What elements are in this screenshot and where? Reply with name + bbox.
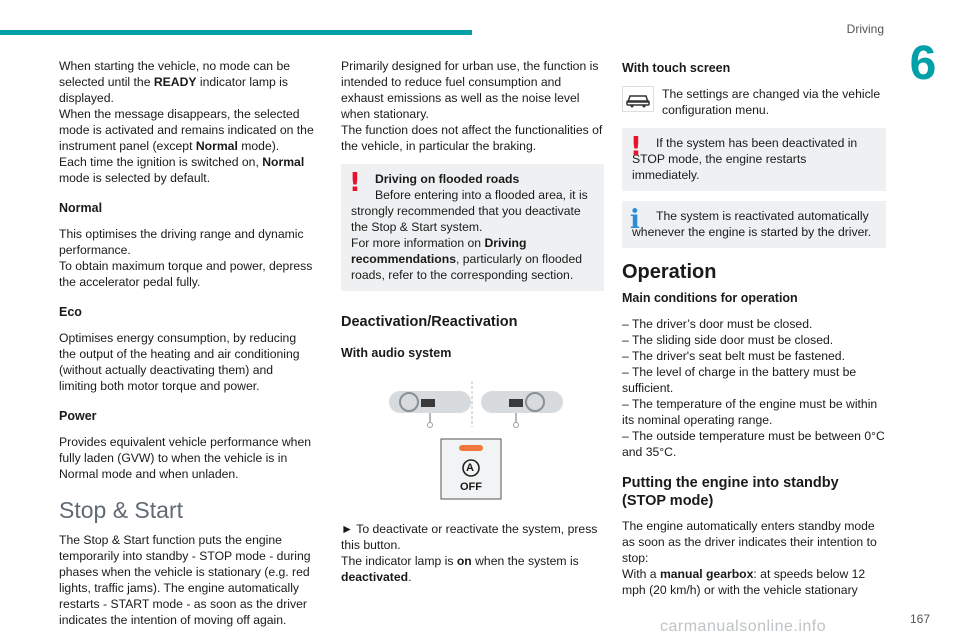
chapter-number: 6 [909,37,937,90]
conditions-list [622,316,886,460]
normal-text-2: To obtain maximum torque and power, depress the accelerator pedal fully. [59,259,313,289]
reactivation-info-text: The system is reactivated automatically whenever the engine is started by the driver. [632,209,872,239]
purpose-text: Primarily designed for urban use, the function is intended to reduce fuel consumption and exhaust emissions as well as the noise level when stationary. [341,59,599,121]
list-item: – The driver’s door must be closed. [622,317,813,331]
warning-icon: ! [630,132,642,162]
info-icon: i [630,205,640,235]
warning-text-1: Before entering into a flooded area, it is strongly recommended that you deactivate the Stop & Start system. [351,188,588,234]
power-heading: Power [59,409,97,423]
standby-text-1: The engine automatically enters standby mode as soon as the driver indicates their intention to stop: [622,519,877,565]
power-text: Provides equivalent vehicle performance when fully laden (GVW) to when the vehicle is in Normal mode and when unladen. [59,435,312,481]
list-item: – The temperature of the engine must be within its nominal operating range. [622,397,878,427]
touch-screen-heading: With touch screen [622,61,731,75]
standby-heading: Putting the engine into standby (STOP mode) [622,475,839,509]
list-item: – The sliding side door must be closed. [622,333,834,347]
braking-text: The function does not affect the functionalities of the vehicle, in particular the braking. [341,123,603,153]
touch-screen-text: The settings are changed via the vehicle configuration menu. [662,87,881,117]
warning-icon: ! [349,168,361,198]
header-accent-bar [0,30,472,35]
column-3 [622,58,886,602]
normal-heading: Normal [59,201,103,215]
list-item: – The outside temperature must be between 0°C and 35°C. [622,429,885,459]
eco-heading: Eco [59,305,82,319]
restart-warning-text: If the system has been deactivated in STOP mode, the engine restarts immediately. [632,136,858,182]
column-1 [59,58,314,632]
standby-text-2: With a manual gearbox: at speeds below 12 mph (20 km/h) or with the vehicle stationary [622,567,866,597]
conditions-heading: Main conditions for operation [622,291,798,305]
stop-start-button-illustration [341,371,604,511]
intro-paragraph-3: Each time the ignition is switched on, Normal mode is selected by default. [59,155,305,185]
page-number: 167 [909,612,930,626]
audio-system-heading: With audio system [341,346,452,360]
stop-start-text: The Stop & Start function puts the engine temporarily into standby - STOP mode - during phases when the vehicle is stationary (e.g. red lights, traffic jams). The engine automatically restarts - START mode - as soon as the driver indicates the intention of moving off again. [59,533,311,627]
operation-heading: Operation [622,261,717,283]
deactivate-step: ► To deactivate or reactivate the system, press this button. [341,522,598,552]
watermark: carmanualsonline.info [660,618,827,635]
warning-title: Driving on flooded roads [375,172,520,186]
deactivation-heading: Deactivation/Reactivation [341,314,518,330]
section-title: Driving [846,22,884,36]
indicator-lamp-text: The indicator lamp is on when the system is deactivated. [341,554,579,584]
button-letter: A [466,462,474,474]
restart-warning-box [622,128,886,191]
list-item: – The driver's seat belt must be fastened. [622,349,845,363]
intro-paragraph-1: When starting the vehicle, no mode can be selected until the READY indicator lamp is displayed. [59,59,291,105]
touch-screen-note [622,86,886,118]
button-off-label: OFF [460,481,482,493]
eco-text: Optimises energy consumption, by reducing the output of the heating and air conditioning (without actually deactivating them) and limiting both motor torque and power. [59,331,300,393]
column-2 [341,58,604,589]
warning-text-2: For more information on Driving recommendations, particularly on flooded roads, refer to the corresponding section. [351,236,582,282]
flooded-warning-box [341,164,604,291]
car-settings-icon [622,86,654,112]
stop-start-heading: Stop & Start [59,497,184,523]
intro-paragraph-2: When the message disappears, the selected mode is activated and remains indicated on the instrument panel (except Normal mode). [59,107,314,153]
normal-text-1: This optimises the driving range and dynamic performance. [59,227,304,257]
reactivation-info-box [622,201,886,248]
list-item: – The level of charge in the battery must be sufficient. [622,365,857,395]
